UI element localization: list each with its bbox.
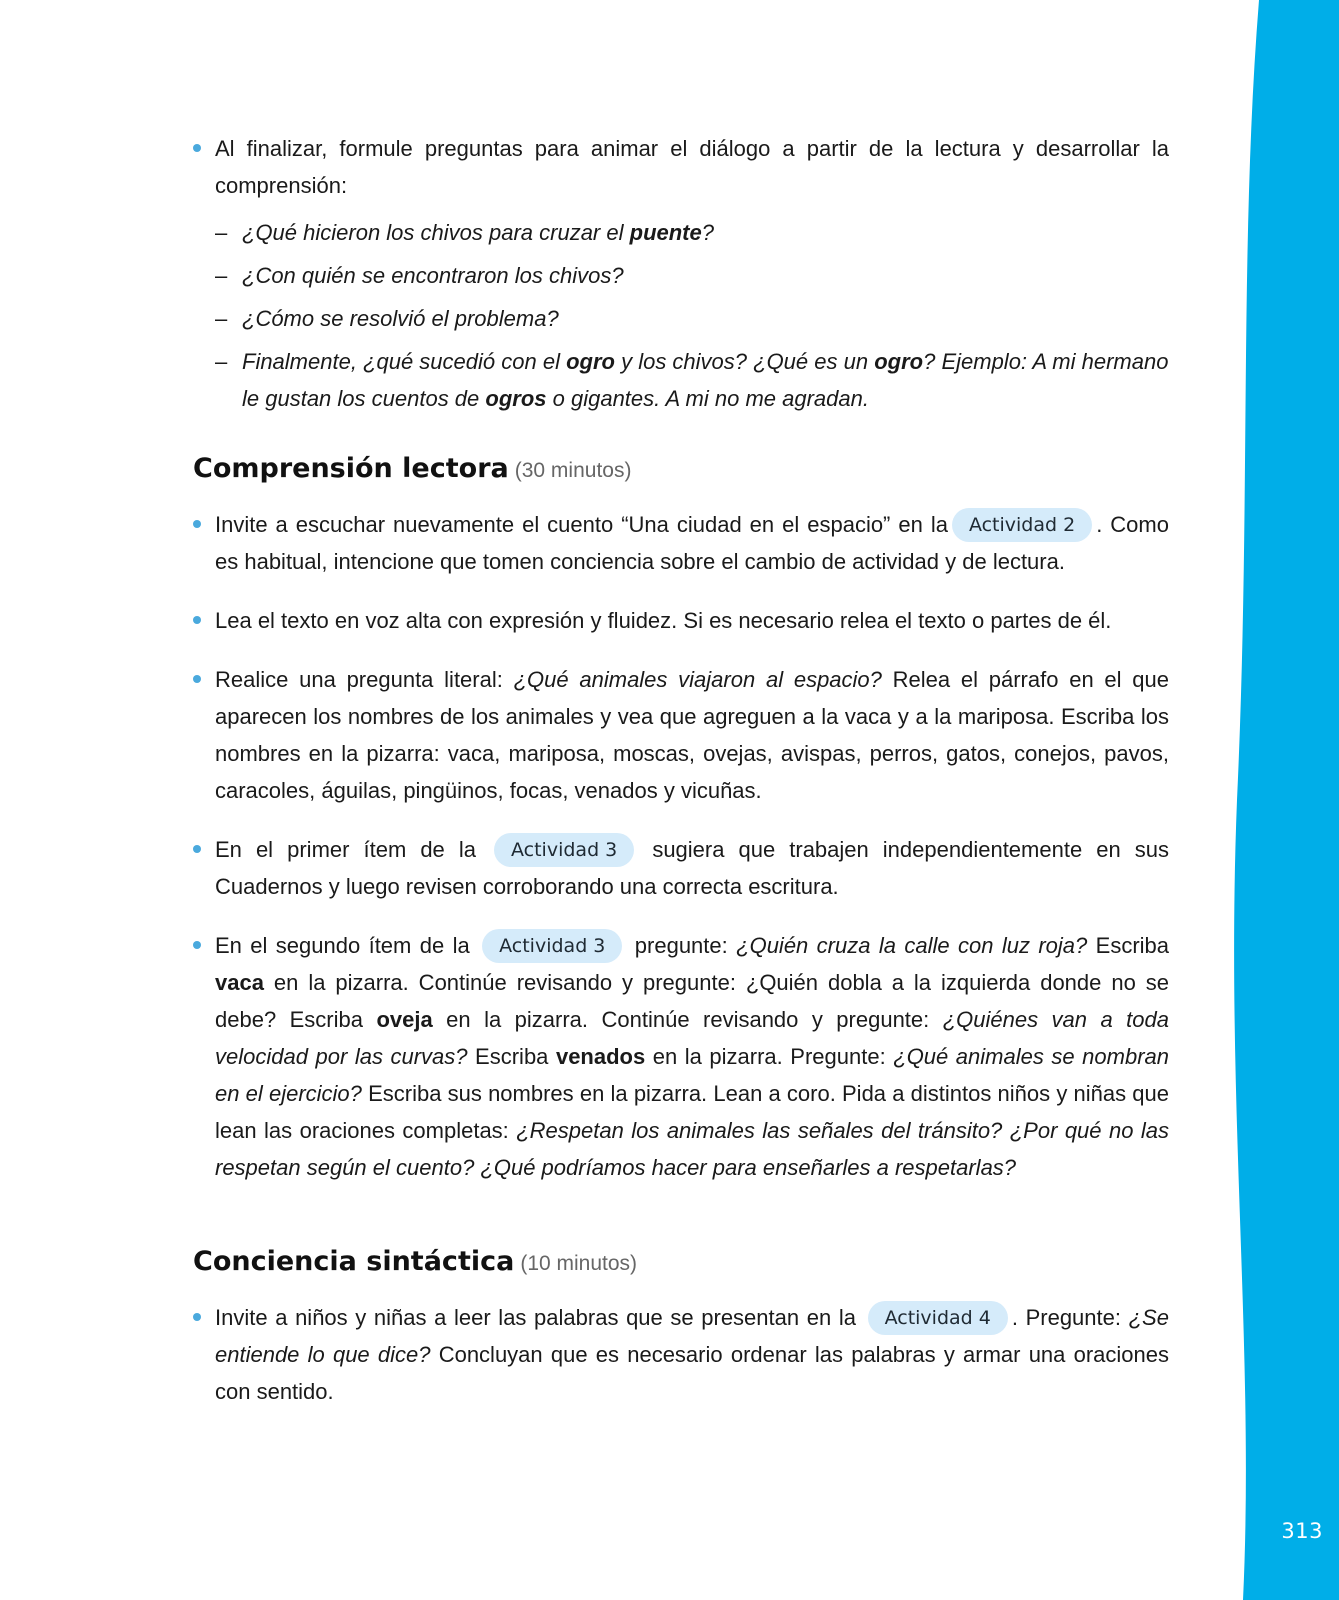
- page-number: 313: [1281, 1519, 1323, 1543]
- activity-badge: Actividad 4: [868, 1301, 1008, 1335]
- section-heading-comprension: [193, 453, 1169, 484]
- section-title: Conciencia sintáctica: [193, 1246, 515, 1277]
- section-time: (10 minutos): [520, 1252, 638, 1275]
- intro-bullet: Al finalizar, formule preguntas para animar el diálogo a partir de la lectura y desarrollar la comprensión:: [193, 130, 1169, 204]
- section-title: Comprensión lectora: [193, 453, 509, 484]
- question-item: – ¿Con quién se encontraron los chivos?: [215, 263, 624, 288]
- sintactica-bullet-1: Invite a niños y niñas a leer las palabras que se presentan en la Actividad 4 . Pregunte: ¿Se entiende lo que dice? Concluyan que es necesario ordenar las palabras y armar una oraciones con sentido.: [193, 1299, 1169, 1410]
- comprension-bullet-1: Invite a escuchar nuevamente el cuento “Una ciudad en el espacio” en la Actividad 2 . Como es habitual, intencione que tomen conciencia sobre el cambio de actividad y de lectura.: [193, 506, 1169, 580]
- activity-badge: Actividad 3: [494, 833, 634, 867]
- section-heading-sintactica: [193, 1246, 1169, 1277]
- side-wave-band: [1229, 0, 1339, 1600]
- activity-badge: Actividad 3: [482, 929, 622, 963]
- comprension-bullet-2: Lea el texto en voz alta con expresión y fluidez. Si es necesario relea el texto o partes de él.: [193, 602, 1169, 639]
- page-content: [193, 130, 1169, 1410]
- question-list: [215, 214, 1169, 417]
- question-item: – ¿Cómo se resolvió el problema?: [215, 306, 559, 331]
- question-item: – Finalmente, ¿qué sucedió con el ogro y los chivos? ¿Qué es un ogro? Ejemplo: A mi hermano le gustan los cuentos de ogros o gigantes. A mi no me agradan.: [215, 349, 1169, 411]
- comprension-bullet-5: En el segundo ítem de la Actividad 3 pregunte: ¿Quién cruza la calle con luz roja? Escriba vaca en la pizarra. Continúe revisando y pregunte: ¿Quién dobla a la izquierda donde no se debe? Escriba oveja en la pizarra. Continúe revisando y pregunte: ¿Quiénes van a toda velocidad por las curvas? Escriba venados en la pizarra. Pregunte: ¿Qué animales se nombran en el ejercicio? Escriba sus nombres en la pizarra. Lean a coro. Pida a distintos niños y niñas que lean las oraciones completas: ¿Respetan los animales las señales del tránsito? ¿Por qué no las respetan según el cuento? ¿Qué podríamos hacer para enseñarles a respetarlas?: [193, 927, 1169, 1186]
- question-item: – ¿Qué hicieron los chivos para cruzar el puente?: [215, 220, 714, 245]
- comprension-bullet-4: En el primer ítem de la Actividad 3 sugiera que trabajen independientemente en sus Cuadernos y luego revisen corroborando una correcta escritura.: [193, 831, 1169, 905]
- section-time: (30 minutos): [514, 459, 632, 482]
- comprension-bullet-3: Realice una pregunta literal: ¿Qué animales viajaron al espacio? Relea el párrafo en el que aparecen los nombres de los animales y vea que agreguen a la vaca y a la mariposa. Escriba los nombres en la pizarra: vaca, mariposa, moscas, ovejas, avispas, perros, gatos, conejos, pavos, caracoles, águilas, pingüinos, focas, venados y vicuñas.: [193, 661, 1169, 809]
- activity-badge: Actividad 2: [952, 508, 1092, 542]
